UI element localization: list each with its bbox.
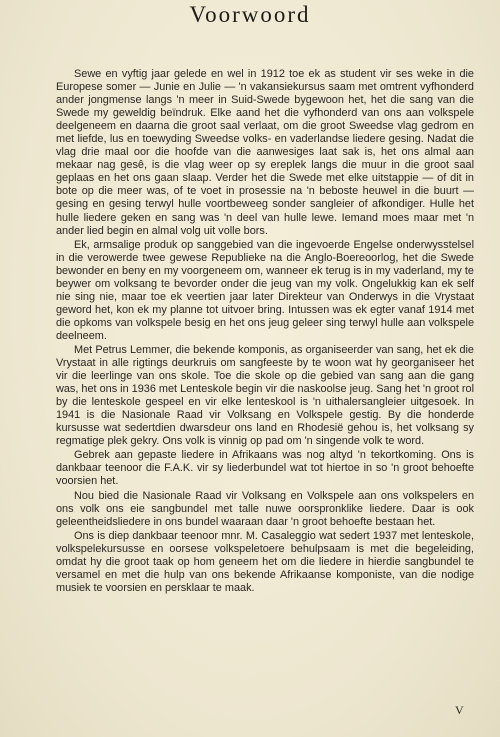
page-number: V: [455, 703, 464, 717]
page-title: Voorwoord: [189, 2, 311, 27]
paragraph: Nou bied die Nasionale Raad vir Volksang en Volkspele aan ons volkspelers en ons volk ons eie sangbundel met talle nuwe oorspronklike liedere. Daar is ook geleentheidsliedere in ons bundel waaraan daar 'n groot behoefte bestaan het.: [56, 489, 474, 528]
paragraph: Ek, armsalige produk op sanggebied van die ingevoerde Engelse onderwysstelsel in die verowerde twee gewese Republieke na die Anglo-Boereoorlog, het die Swede bewonder en beny en my voorgeneem om, wanneer ek terug is in my vaderland, my te beywer om volksang te bevorder onder die jeug van my volk. Ongelukkig kan ek self nie sing nie, maar toe ek veertien jaar later Direkteur van Onderwys in die Vrystaat geword het, kon ek my planne tot uitvoer bring. Intussen was ek egter vanaf 1914 met die opkoms van volkspele besig en het ons jeug geleer sing terwyl hulle aan volkspele deelneem.: [56, 238, 474, 342]
paragraph: Met Petrus Lemmer, die bekende komponis, as organiseerder van sang, het ek die Vrystaat in alle rigtings deurkruis om sangfeeste by te woon wat hy georganiseer het vir die leerlinge van ons skole. Toe die skole op die gebied van sang aan die gang was, het ons in 1936 met Lenteskole begin vir die naskoolse jeug. Sang het 'n groot rol by die lenteskole gespeel en vir elke lenteskool is 'n uithalersangleier uitgesoek. In 1941 is die Nasionale Raad vir Volksang en Volkspele gestig. By die honderde kursusse wat sedertdien dwarsdeur ons land en Rhodesië gehou is, het volksang sy regmatige plek gekry. Ons volk is vinnig op pad om 'n singende volk te word.: [56, 343, 475, 448]
paragraph: Ons is diep dankbaar teenoor mnr. M. Casaleggio wat sedert 1937 met lenteskole, volkspelekursusse en oorsese volkspeletoere behulpsaam is met die begeleiding, omdat hy die groot taak op hom geneem het om die liedere in hierdie sangbundel te versamel en met die hulp van ons bekende Afrikaanse komponiste, van die nodige musiek te voorsien en persklaar te maak.: [56, 529, 474, 594]
paragraph: Sewe en vyftig jaar gelede en wel in 1912 toe ek as student vir ses weke in die Europese somer — Junie en Julie — 'n vakansiekursus saam met omtrent vyfhonderd ander jongmense langs 'n meer in Suid-Swede bygewoon het, het die sang van die Swede my geweldig beïndruk. Elke aand het die vyfhonderd van ons aan volkspele deelgeneem en daarna die groot saal verlaat, om die groot Sweedse vlag gedrom en met liefde, lus en toewyding Sweedse volks- en vaderlandse liedere gesing. Nadat die vlag drie maal oor die hoofde van die aanwesiges laat sak is, het ons almal aan mekaar nag gesê, is die vlag weer op sy ereplek langs die muur in die groot saal geplaas en het ons gaan slaap. Verder het die Swede met elke uitstappie — of dit in bote op die meer was, of te voet in prosessie na 'n beboste heuwel in die buurt — gesing en gesing terwyl hulle voortbeweeg sonder sangleier of afkondiger. Hulle het hulle liedere geken en sang was 'n deel van hulle lewe. Iemand moes maar met 'n ander lied begin en almal volg uit volle bors.: [56, 68, 474, 237]
paragraph: Gebrek aan gepaste liedere in Afrikaans was nog altyd 'n tekortkoming. Ons is dankbaar teenoor die F.A.K. vir sy liederbundel wat tot hiertoe in so 'n groot behoefte voorsien het.: [56, 449, 474, 488]
body-text: [56, 68, 474, 596]
